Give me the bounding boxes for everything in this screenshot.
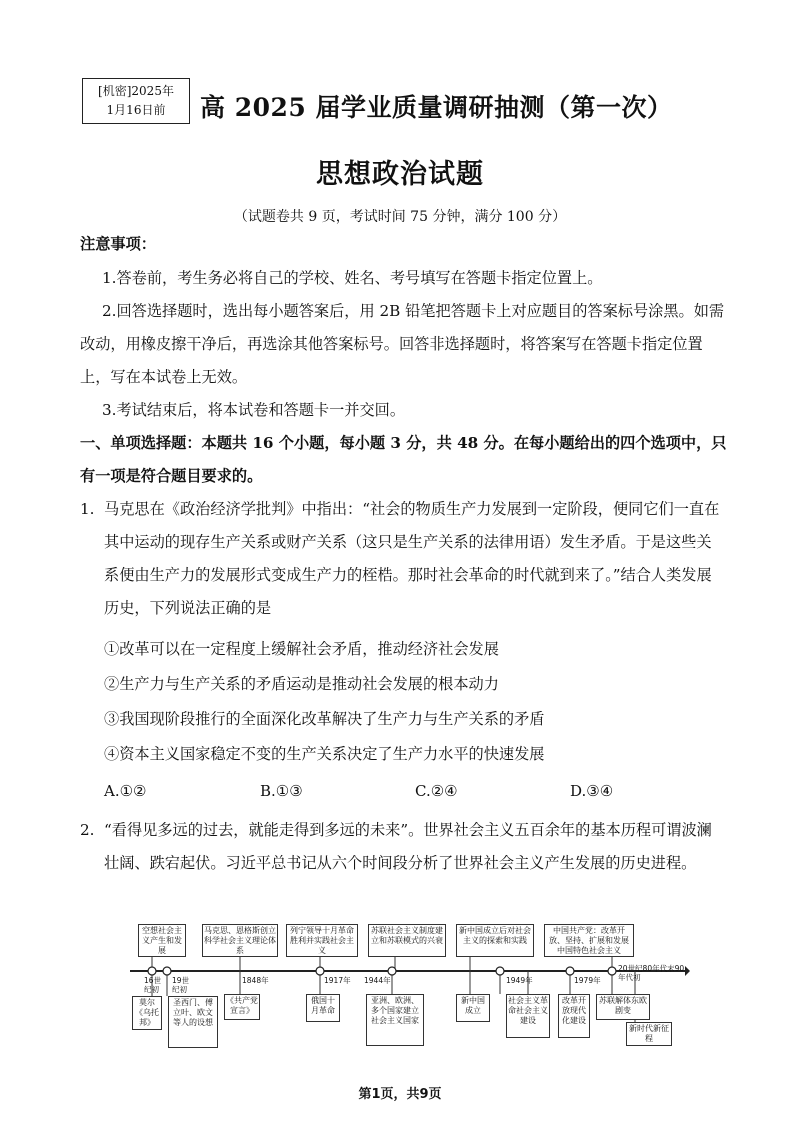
timeline-top-5: 新中国成立后对社会主义的探索和实践: [456, 924, 534, 957]
page-number: 第1页，共9页: [358, 1087, 442, 1102]
q1-option-b[interactable]: B.①③: [260, 782, 303, 800]
notes-item-1: 1.答卷前，考生务必将自己的学校、姓名、考号填写在答题卡指定位置上。: [102, 269, 603, 287]
q1-number: 1.: [80, 500, 95, 518]
timeline-top-1: 空想社会主义产生和发展: [138, 924, 186, 957]
notes-item-2: 2.回答选择题时，选出每小题答案后，用 2B 铅笔把答题卡上对应题目的答案标号涂黑。如需改动，用橡皮擦干净后，再选涂其他答案标号。回答非选择题时，将答案写在答题卡指定位置上，写在本试卷上无效。: [80, 302, 725, 386]
timeline-bottom-4: 俄国十月革命: [306, 994, 340, 1022]
confidential-line2: 1月16日前: [106, 103, 166, 117]
confidential-box: [82, 78, 190, 124]
timeline-time-4: 1917年: [324, 976, 351, 985]
timeline-bottom-5: 亚洲、欧洲、多个国家建立社会主义国家: [366, 994, 424, 1046]
timeline-time-2: 19世纪初: [172, 976, 190, 994]
timeline-bottom-6: 新中国成立: [456, 994, 490, 1022]
q1-statement-3: ③我国现阶段推行的全面深化改革解决了生产力与生产关系的矛盾: [104, 710, 545, 728]
exam-title: 高 2025 届学业质量调研抽测（第一次）: [200, 93, 673, 122]
timeline-top-6: 中国共产党：改革开放、坚持、扩展和发展中国特色社会主义: [544, 924, 634, 957]
timeline-bottom-2: 圣西门、傅立叶、欧文等人的设想: [168, 996, 218, 1048]
timeline-top-2: 马克思、恩格斯创立科学社会主义理论体系: [204, 926, 276, 955]
timeline-bottom-3: 《共产党宣言》: [224, 994, 260, 1020]
exam-info: （试题卷共 9 页，考试时间 75 分钟，满分 100 分）: [233, 209, 567, 225]
timeline-bottom-10: 新时代新征程: [626, 1022, 672, 1046]
notes-item-3: 3.考试结束后，将本试卷和答题卡一并交回。: [102, 401, 406, 419]
q2-number: 2.: [80, 821, 95, 839]
timeline-time-1: 16世纪初: [144, 976, 162, 994]
timeline-bottom-7: 社会主义革命社会主义建设: [506, 994, 550, 1038]
timeline-time-3: 1848年: [242, 976, 269, 985]
timeline-top-4: 苏联社会主义制度建立和苏联模式的兴衰: [368, 924, 446, 957]
timeline-time-7: 1979年: [574, 976, 601, 985]
q1-statement-4: ④资本主义国家稳定不变的生产关系决定了生产力水平的快速发展: [104, 745, 545, 763]
timeline-top-3: 列宁领导十月革命胜利并实践社会主义: [286, 924, 358, 957]
q1-option-c[interactable]: C.②④: [415, 782, 458, 800]
confidential-line1: [机密]2025年: [98, 84, 174, 98]
timeline-time-5: 1944年: [364, 976, 391, 985]
q1-option-d[interactable]: D.③④: [570, 782, 614, 800]
q1-statement-1: ①改革可以在一定程度上缓解社会矛盾，推动经济社会发展: [104, 640, 499, 658]
q2-stem: “看得见多远的过去，就能走得到多远的未来”。世界社会主义五百余年的基本历程可谓波澜壮阔、跌宕起伏。习近平总书记从六个时间段分析了世界社会主义产生发展的历史进程。: [104, 821, 712, 872]
timeline-bottom-9: 苏联解体东欧剧变: [596, 994, 650, 1020]
q1-statement-2: ②生产力与生产关系的矛盾运动是推动社会发展的根本动力: [104, 675, 499, 693]
timeline-time-6: 1949年: [506, 976, 533, 985]
timeline-figure: [130, 924, 690, 1056]
timeline-bottom-1: 莫尔《乌托邦》: [132, 996, 162, 1030]
notes-heading: 注意事项：: [80, 235, 156, 253]
subject-title: 思想政治试题: [316, 159, 484, 190]
q1-stem: 马克思在《政治经济学批判》中指出：“社会的物质生产力发展到一定阶段，便同它们一直在其中运动的现存生产关系或财产关系（这只是生产关系的法律用语）发生矛盾。于是这些关系便由生产力的发展形式变成生产力的桎梏。那时社会革命的时代就到来了。”结合人类发展历史，下列说法正确的是: [104, 500, 720, 617]
timeline-time-8: 20世纪80年代末90年代初: [618, 964, 685, 982]
q1-option-a[interactable]: A.①②: [104, 782, 147, 800]
section-heading: 一、单项选择题：本题共 16 个小题，每小题 3 分，共 48 分。在每小题给出的四个选项中，只有一项是符合题目要求的。: [80, 434, 727, 485]
timeline-bottom-8: 改革开放现代化建设: [558, 994, 590, 1038]
